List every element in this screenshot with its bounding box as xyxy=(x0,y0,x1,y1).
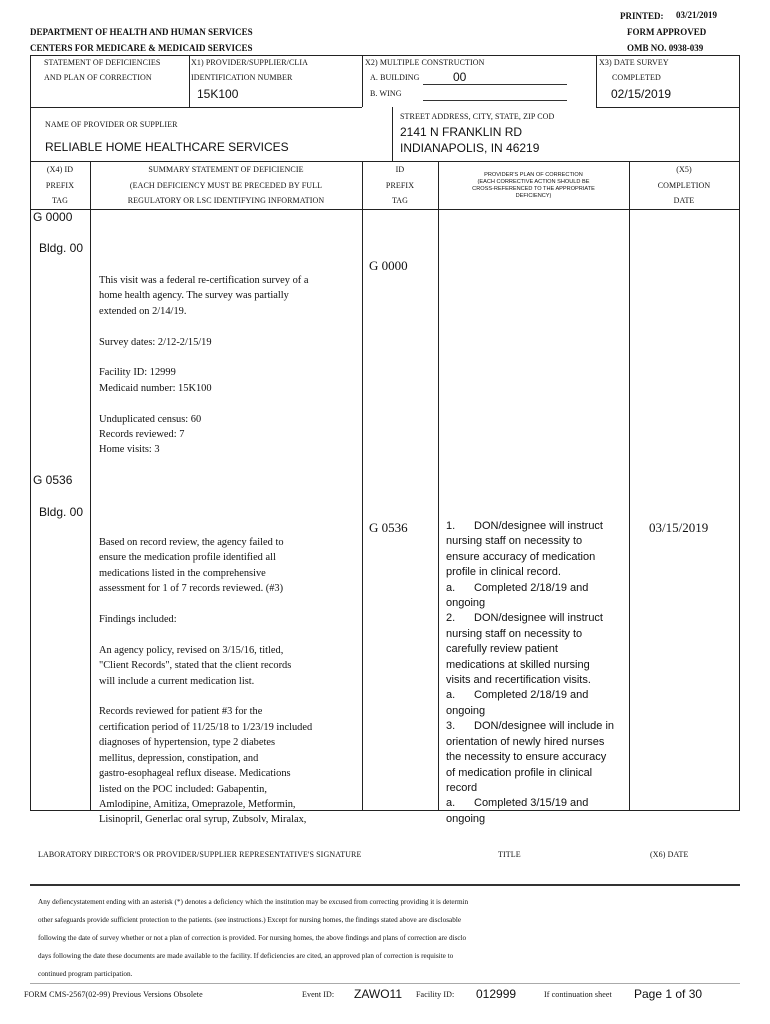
event-id: ZAWO11 xyxy=(354,987,403,1001)
disclaimer-line: days following the date these documents are made available to the facility. If deficiencies are cited, an approved plan of correction is requisite to xyxy=(38,952,454,960)
x4-label-1: (X4) ID xyxy=(46,165,74,174)
summary-label-3: REGULATORY OR LSC IDENTIFYING INFORMATION xyxy=(127,196,325,205)
address-label: STREET ADDRESS, CITY, STATE, ZIP COD xyxy=(400,112,555,121)
plan-line-text: nursing staff on necessity to xyxy=(446,627,583,640)
id-label-2: PREFIX xyxy=(385,181,415,190)
plan-line-text: DON/designee will instruct xyxy=(474,612,603,625)
disclaimer-line: other safeguards provide sufficient protection to the patients. (see instructions.) Except for nursing homes, the findings stated above are disclosable xyxy=(38,916,462,924)
x5-label-3: DATE xyxy=(673,196,695,205)
plan-line xyxy=(446,596,628,611)
disclaimer-line: following the date of survey whether or not a plan of correction is provided. For nursing homes, the above findings and plans of correction are disclo xyxy=(38,934,467,942)
x1-label-1: X1) PROVIDER/SUPPLIER/CLIA xyxy=(191,58,309,67)
entry1-bldg: Bldg. 00 xyxy=(39,241,84,255)
statement-label-1: STATEMENT OF DEFICIENCIES xyxy=(44,58,161,67)
plan-line xyxy=(446,812,628,827)
entry2-summary: Based on record review, the agency failed to ensure the medication profile identified all medications listed in the comprehensive assessment for 1 of 7 records reviewed. (#3) Findings included: An agency policy, revised on 3/15/16, titled, "Client Records", stated that the client records will include a current medication list. Records reviewed for patient #3 for the certification period of 11/25/18 to 1/23/19 included diagnoses of hypertension, type 2 diabetes mellitus, depression, constipation, and gastro-esophageal reflux disease. Medications listed on the POC included: Gabapentin, Amlodipine, Amitiza, Omeprazole, Metformin, Lisinopril, Generlac oral syrup, Zubsolv, Miralax, xyxy=(99,537,313,826)
plan-line xyxy=(446,781,628,796)
plan-line xyxy=(446,642,628,657)
provider-name: RELIABLE HOME HEALTHCARE SERVICES xyxy=(45,140,289,154)
plan-line-text: Completed 3/15/19 and xyxy=(474,797,589,810)
entry1-tag: G 0000 xyxy=(33,210,73,224)
signature-label: LABORATORY DIRECTOR'S OR PROVIDER/SUPPLIER REPRESENTATIVE'S SIGNATURE xyxy=(38,850,362,859)
plan-line-text: medications at skilled nursing xyxy=(446,658,590,671)
plan-line-number: a. xyxy=(446,581,456,594)
facility-id-label: Facility ID: xyxy=(416,990,455,999)
entry2-plan-of-correction xyxy=(446,519,628,827)
x4-label-3: TAG xyxy=(51,196,69,205)
entry2-completion-date: 03/15/2019 xyxy=(649,520,709,535)
plan-line-text: nursing staff on necessity to xyxy=(446,535,583,548)
summary-label-1: SUMMARY STATEMENT OF DEFICIENCIE xyxy=(148,165,304,174)
plan-line xyxy=(446,735,628,750)
plan-line-number: a. xyxy=(446,689,456,702)
disclaimer xyxy=(38,893,738,983)
plan-label-3: CROSS-REFERENCED TO THE APPROPRIATE xyxy=(472,186,595,192)
plan-line-text: of medication profile in clinical xyxy=(446,766,593,779)
plan-line-text: ensure accuracy of medication xyxy=(446,550,596,563)
plan-line-text: ongoing xyxy=(446,597,486,610)
plan-line-text: visits and recertification visits. xyxy=(446,674,591,687)
plan-line-text: the necessity to ensure accuracy xyxy=(446,751,607,764)
plan-line xyxy=(446,750,628,765)
address-line-2: INDIANAPOLIS, IN 46219 xyxy=(400,141,540,155)
id-label-1: ID xyxy=(395,165,405,174)
statement-label-2: AND PLAN OF CORRECTION xyxy=(44,73,152,82)
entry1-id-tag: G 0000 xyxy=(369,258,408,273)
plan-line xyxy=(446,704,628,719)
printed-date: 03/21/2019 xyxy=(676,10,718,20)
plan-line-number: 3. xyxy=(446,720,456,733)
plan-line-text: ongoing xyxy=(446,704,486,717)
agency-line-2: CENTERS FOR MEDICARE & MEDICAID SERVICES xyxy=(30,43,253,53)
plan-line xyxy=(446,565,628,580)
plan-label-2: (EACH CORRECTIVE ACTION SHOULD BE xyxy=(477,179,590,185)
disclaimer-line: Any defiencystatement ending with an asterisk (*) denotes a deficiency which the institution may be excused from correcting providing it is determin xyxy=(38,898,469,906)
entry2-tag: G 0536 xyxy=(33,473,73,487)
plan-line-number: 2. xyxy=(446,612,456,625)
plan-line xyxy=(446,581,628,596)
plan-line-number: a. xyxy=(446,797,456,810)
form-approved: FORM APPROVED xyxy=(627,27,707,37)
entry1-summary: This visit was a federal re-certification survey of a home health agency. The survey was partially extended on 2/14/19. Survey dates: 2/12-2/15/19 Facility ID: 12999 Medicaid number: 15K100 Unduplicated census: 60 Records reviewed: 7 Home visits: 3 xyxy=(99,275,309,456)
plan-line-text: DON/designee will instruct xyxy=(474,520,603,532)
plan-line xyxy=(446,534,628,549)
plan-line-text: record xyxy=(446,781,478,794)
entry2-bldg: Bldg. 00 xyxy=(39,505,84,519)
page-number: Page 1 of 30 xyxy=(634,987,703,1001)
plan-line-text: carefully review patient xyxy=(446,643,558,656)
survey-date: 02/15/2019 xyxy=(611,87,672,101)
facility-id: 012999 xyxy=(476,987,517,1001)
provider-name-label: NAME OF PROVIDER OR SUPPLIER xyxy=(45,120,178,129)
agency-line-1: DEPARTMENT OF HEALTH AND HUMAN SERVICES xyxy=(30,27,253,37)
plan-line xyxy=(446,611,628,626)
x1-label-2: IDENTIFICATION NUMBER xyxy=(191,73,293,82)
form-number: FORM CMS-2567(02-99) Previous Versions Obsolete xyxy=(24,990,203,999)
omb-number: OMB NO. 0938-039 xyxy=(627,43,704,53)
plan-label-4: DEFICIENCY) xyxy=(515,193,552,199)
disclaimer-line: continued program participation. xyxy=(38,970,133,978)
plan-line-text: orientation of newly hired nurses xyxy=(446,735,605,748)
plan-line-text: Completed 2/18/19 and xyxy=(474,581,589,594)
plan-line xyxy=(446,673,628,688)
provider-id: 15K100 xyxy=(197,87,239,101)
summary-label-2: (EACH DEFICIENCY MUST BE PRECEDED BY FULL xyxy=(129,181,323,190)
plan-line xyxy=(446,550,628,565)
plan-line-text: Completed 2/18/19 and xyxy=(474,689,589,702)
event-id-label: Event ID: xyxy=(302,990,335,999)
title-label: TITLE xyxy=(498,850,521,859)
wing-label: B. WING xyxy=(370,89,402,98)
plan-line-text: profile in clinical record. xyxy=(446,566,561,579)
x5-label-1: (X5) xyxy=(676,165,692,174)
plan-line xyxy=(446,658,628,673)
x4-label-2: PREFIX xyxy=(45,181,75,190)
date-label: (X6) DATE xyxy=(650,850,689,859)
plan-of-correction-header xyxy=(438,172,629,200)
plan-line xyxy=(446,688,628,703)
plan-label-1: PROVIDER'S PLAN OF CORRECTION xyxy=(484,172,583,178)
plan-line-text: ongoing xyxy=(446,812,486,825)
plan-line-text: DON/designee will include in xyxy=(474,720,615,733)
entry2-id-tag: G 0536 xyxy=(369,520,408,535)
plan-line-number: 1. xyxy=(446,520,456,532)
printed-label: PRINTED: xyxy=(620,11,664,21)
building-label: A. BUILDING xyxy=(370,73,420,82)
x3-label-1: X3) DATE SURVEY xyxy=(599,58,669,67)
address-line-1: 2141 N FRANKLIN RD xyxy=(400,125,523,139)
plan-line xyxy=(446,519,628,534)
building-value: 00 xyxy=(453,70,467,84)
id-label-3: TAG xyxy=(391,196,409,205)
plan-line xyxy=(446,766,628,781)
x3-label-2: COMPLETED xyxy=(612,73,661,82)
x2-label: X2) MULTIPLE CONSTRUCTION xyxy=(365,58,485,67)
plan-line xyxy=(446,719,628,734)
continuation-label: If continuation sheet xyxy=(544,990,612,999)
plan-line xyxy=(446,627,628,642)
x5-label-2: COMPLETION xyxy=(657,181,711,190)
